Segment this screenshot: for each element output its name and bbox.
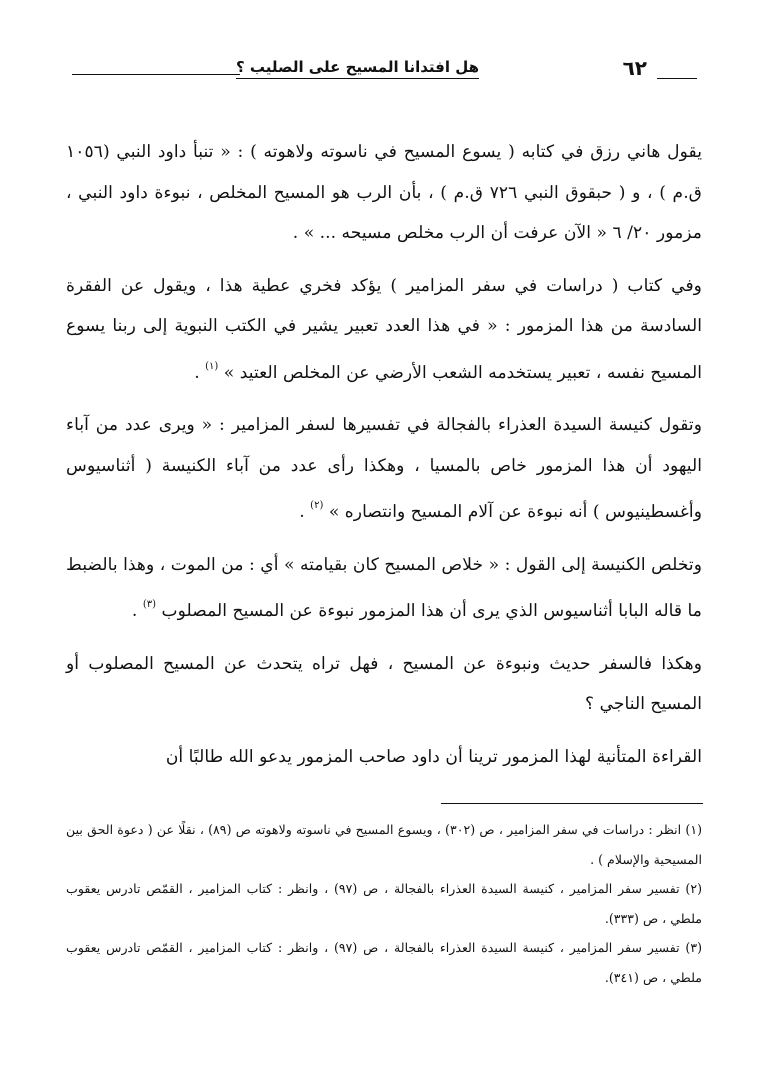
paragraph-end: . bbox=[131, 601, 138, 621]
footnote: (٣) تفسير سفر المزامير ، كنيسة السيدة العذراء بالفجالة ، ص (٩٧) ، وانظر : كتاب المزامير ، القمّص تادرس يعقوب ملطي ، ص (٣٤١). bbox=[66, 940, 702, 985]
footnotes bbox=[66, 815, 702, 992]
paragraph-text: وتخلص الكنيسة إلى القول : « خلاص المسيح كان بقيامته » أي : من الموت ، وهذا بالضبط ما قاله البابا أثناسيوس الذي يرى أن هذا المزمور نبوءة عن المسيح المصلوب bbox=[66, 554, 702, 621]
paragraph-end: . bbox=[194, 362, 200, 383]
paragraph bbox=[66, 644, 702, 725]
paragraph-text: وفي كتاب ( دراسات في سفر المزامير ) يؤكد فخري عطية هذا ، ويقول عن الفقرة السادسة من هذا المزمور : « في هذا العدد تعبير يشير في الكتب النبوية إلى ربنا يسوع المسيح نفسه ، تعبير يستخدمه الشعب الأرضي عن المخلص العتيد » bbox=[66, 275, 702, 383]
running-title: هل افتدانا المسيح على الصليب ؟ bbox=[236, 58, 479, 79]
footnote-marker: (٣) bbox=[142, 599, 156, 610]
paragraph bbox=[66, 266, 702, 394]
page-number: ٦٢ bbox=[622, 56, 647, 80]
paragraph bbox=[66, 132, 702, 254]
running-header bbox=[72, 58, 697, 88]
body-text bbox=[66, 132, 702, 789]
footnote-separator bbox=[441, 803, 703, 804]
paragraph-text: وهكذا فالسفر حديث ونبوءة عن المسيح ، فهل تراه يتحدث عن المسيح المصلوب أو المسيح الناجي ؟ bbox=[66, 653, 702, 714]
footnote: (٢) تفسير سفر المزامير ، كنيسة السيدة العذراء بالفجالة ، ص (٩٧) ، وانظر : كتاب المزامير ، القمّص تادرس يعقوب ملطي ، ص (٣٣٣). bbox=[66, 881, 702, 926]
paragraph bbox=[66, 405, 702, 533]
footnote: (١) انظر : دراسات في سفر المزامير ، ص (٣٠٢) ، ويسوع المسيح في ناسوته ولاهوته ص (٨٩) ، نقلًا عن ( دعوة الحق بين المسيحية والإسلام ) . bbox=[66, 822, 702, 867]
header-rule-left bbox=[72, 74, 240, 75]
paragraph-text: يقول هاني رزق في كتابه ( يسوع المسيح في ناسوته ولاهوته ) : « تنبأ داود النبي (١٠٥٦ ق.م ) ، و ( حبقوق النبي ٧٢٦ ق.م ) ، بأن الرب هو المسيح المخلص ، نبوءة داود النبي ، مزمور ٢٠/ ٦ « الآن عرفت أن الرب مخلص مسيحه ... » . bbox=[66, 142, 702, 243]
paragraph-end: . bbox=[299, 502, 305, 522]
paragraph-text: وتقول كنيسة السيدة العذراء بالفجالة في تفسيرها لسفر المزامير : « ويرى عدد من آباء اليهود أن هذا المزمور خاص بالمسيا ، وهكذا رأى عدد من آباء الكنيسة ( أثناسيوس وأغسطينيوس ) أنه نبوءة عن آلام المسيح وانتصاره » bbox=[66, 415, 702, 522]
header-rule-right bbox=[657, 78, 697, 79]
footnote-marker: (٢) bbox=[310, 500, 324, 511]
paragraph bbox=[66, 545, 702, 632]
paragraph-text: القراءة المتأنية لهذا المزمور ترينا أن داود صاحب المزمور يدعو الله طالبًا أن bbox=[165, 746, 702, 767]
footnote-marker: (١) bbox=[205, 360, 219, 372]
paragraph bbox=[66, 737, 702, 778]
